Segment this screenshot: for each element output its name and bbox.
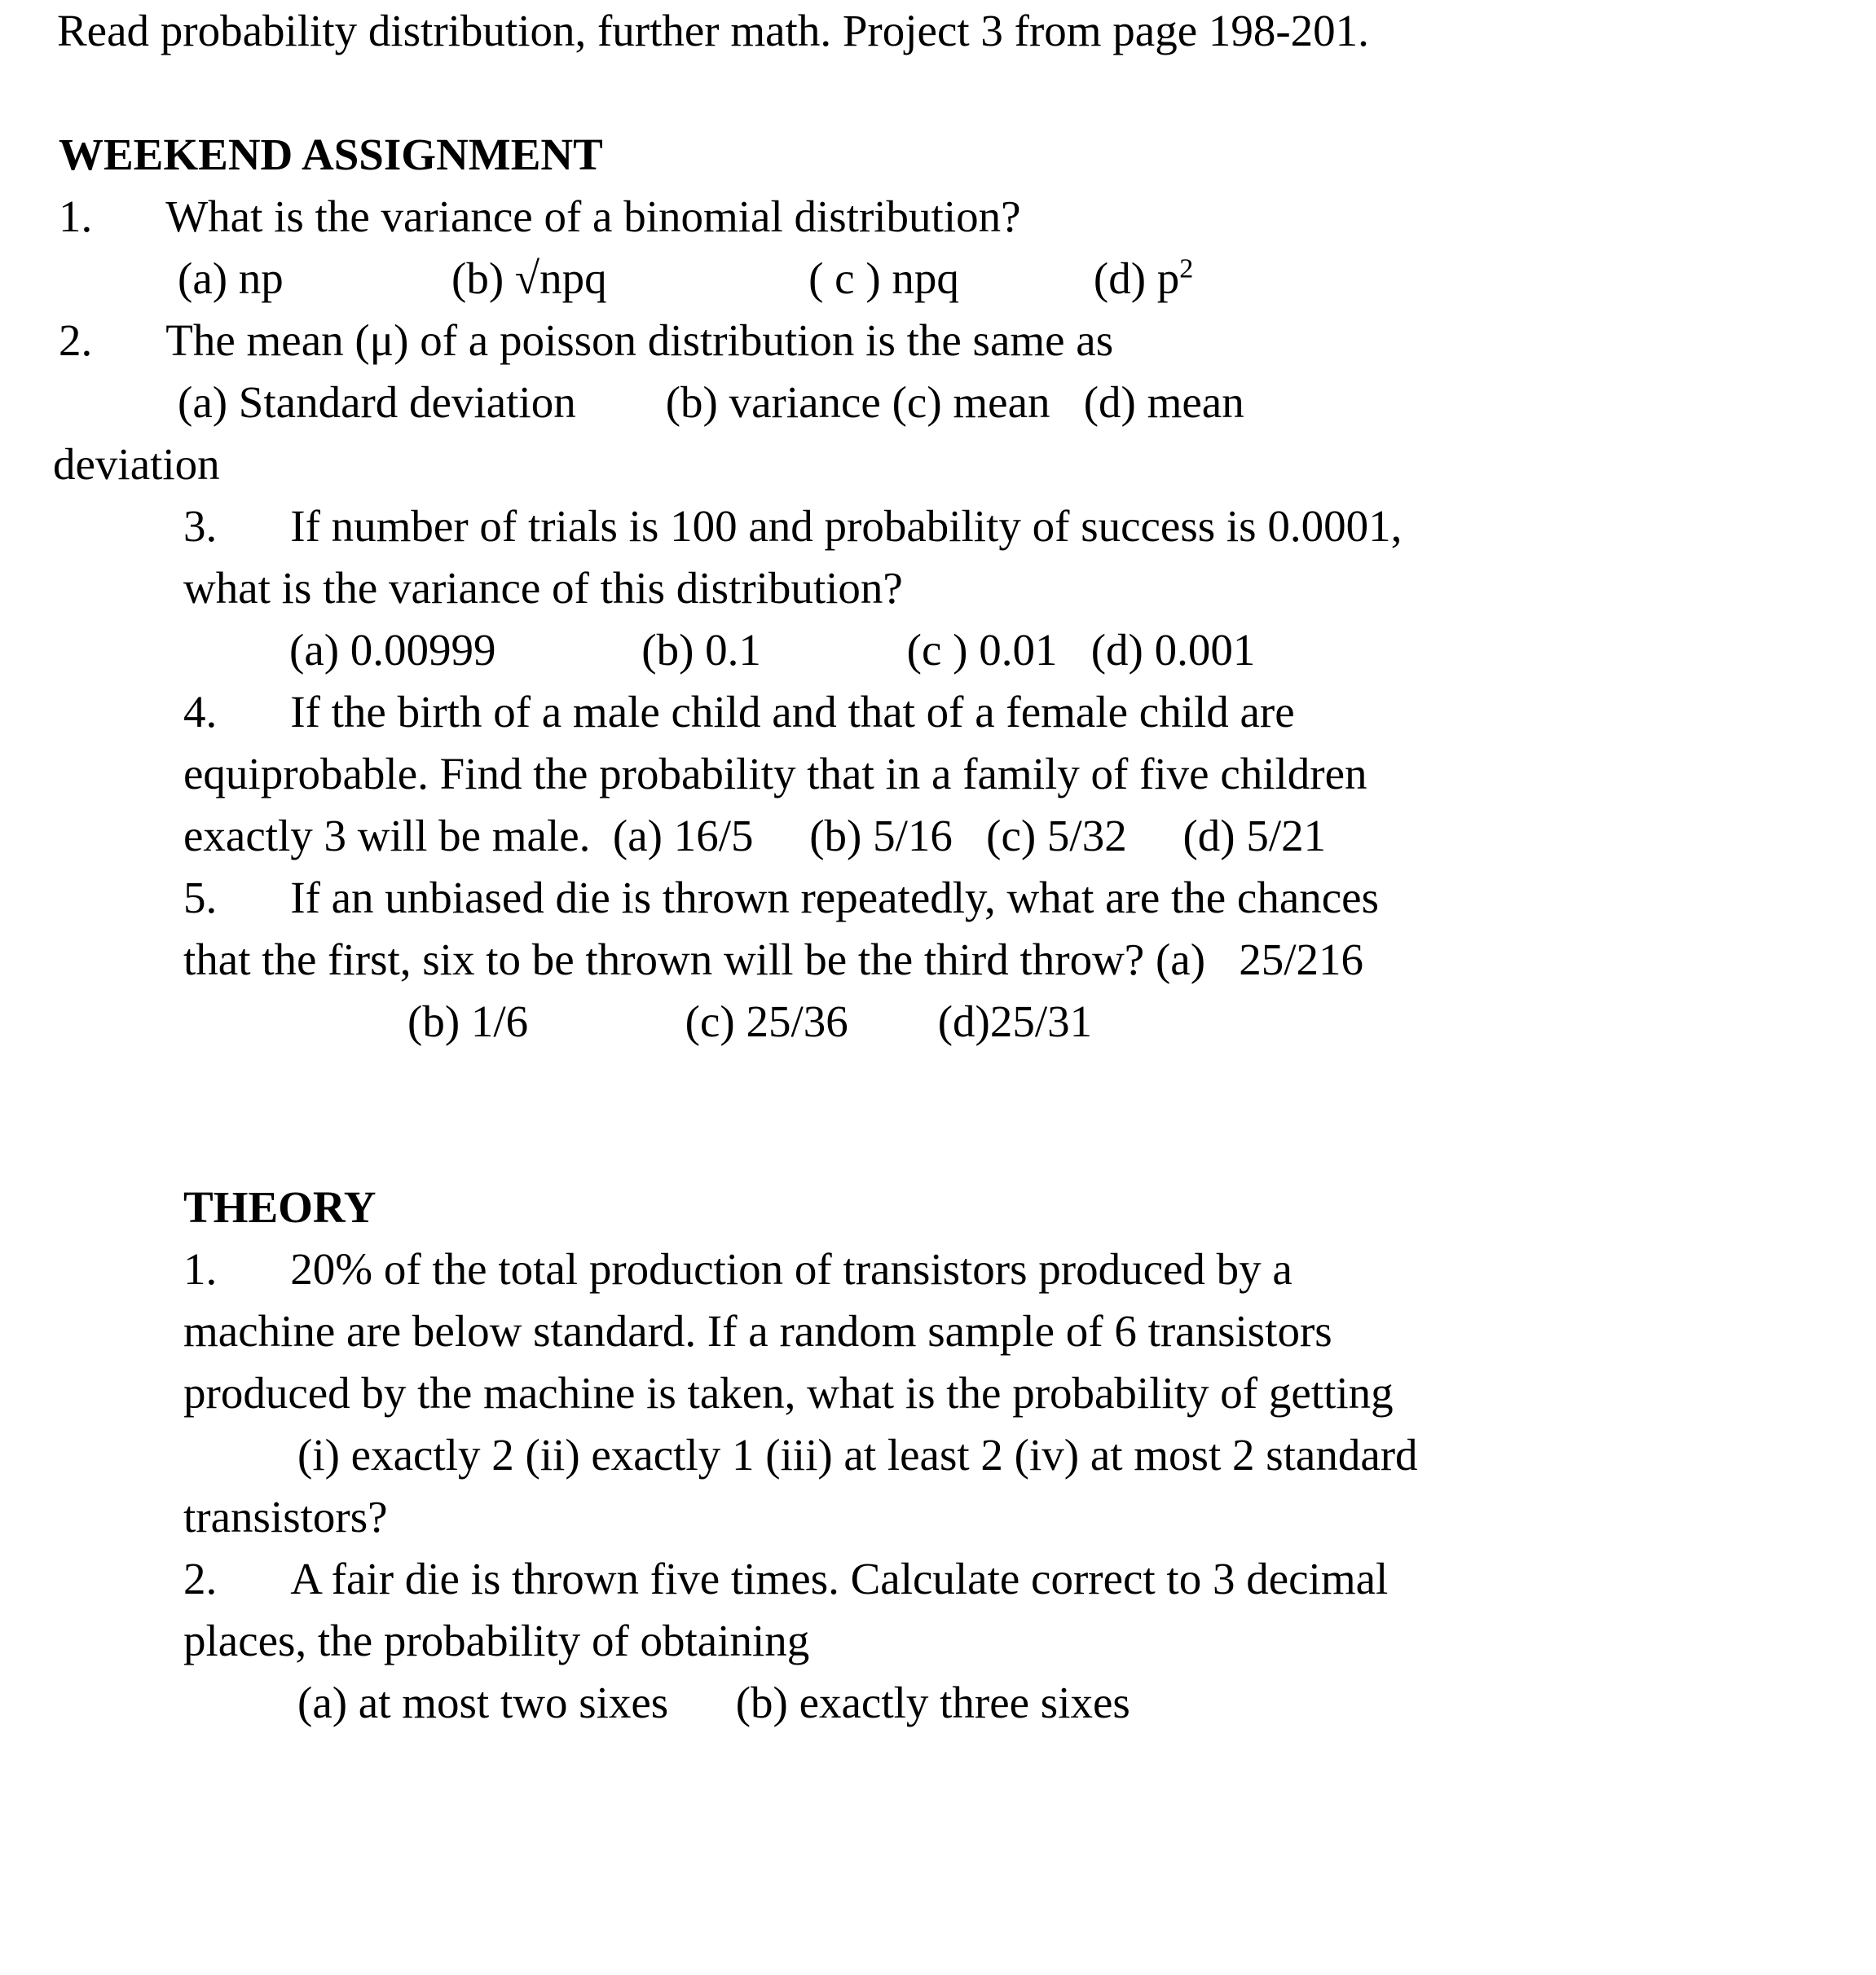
item-text: If the birth of a male child and that of a female child are — [290, 687, 1295, 737]
item-number: 5. — [183, 873, 218, 922]
item-text: 20% of the total production of transistors produced by a — [290, 1244, 1293, 1294]
item-text: A fair die is thrown five times. Calculate correct to 3 decimal — [290, 1554, 1389, 1603]
question-1-options — [0, 248, 1876, 310]
question-1-text — [0, 186, 1876, 248]
question-1-options-text: (a) np (b) √npq ( c ) npq (d) p — [178, 253, 1180, 303]
question-5-text-line2: that the first, six to be thrown will be the third throw? (a) 25/216 — [183, 935, 1364, 984]
question-3-text-line2: what is the variance of this distribution? — [183, 563, 903, 613]
question-4-text-line1 — [0, 681, 1876, 743]
item-number: 1. — [183, 1244, 218, 1294]
item-number: 4. — [183, 687, 218, 737]
item-text: If an unbiased die is thrown repeatedly, what are the chances — [290, 873, 1379, 922]
question-2-options: (a) Standard deviation (b) variance (c) mean (d) mean — [178, 377, 1244, 427]
question-5-text-line1 — [0, 867, 1876, 929]
theory-1-subparts-wrap: transistors? — [183, 1492, 388, 1542]
question-2-options-wrap: deviation — [53, 439, 220, 489]
theory-2-subparts: (a) at most two sixes (b) exactly three sixes — [297, 1678, 1130, 1727]
section-heading-weekend-assignment: WEEKEND ASSIGNMENT — [59, 130, 603, 179]
section-spacer — [0, 1053, 1876, 1177]
theory-1-text-line3: produced by the machine is taken, what is the probability of getting — [183, 1368, 1394, 1418]
item-text: If number of trials is 100 and probability of success is 0.0001, — [290, 501, 1403, 551]
question-5-options: (b) 1/6 (c) 25/36 (d)25/31 — [407, 996, 1093, 1046]
question-4-text-line3: exactly 3 will be male. (a) 16/5 (b) 5/16 (c) 5/32 (d) 5/21 — [183, 811, 1327, 860]
section-heading-theory: THEORY — [183, 1182, 377, 1232]
item-number: 3. — [183, 501, 218, 551]
theory-2-text-line1 — [0, 1548, 1876, 1610]
theory-2-text-line2: places, the probability of obtaining — [183, 1616, 810, 1665]
theory-1-text-line2: machine are below standard. If a random sample of 6 transistors — [183, 1306, 1332, 1356]
item-text: What is the variance of a binomial distribution? — [165, 191, 1021, 241]
spacer — [0, 62, 1876, 124]
question-3-options: (a) 0.00999 (b) 0.1 (c ) 0.01 (d) 0.001 — [289, 625, 1256, 675]
question-4-text-line2: equiprobable. Find the probability that in a family of five children — [183, 749, 1367, 798]
item-text: The mean (μ) of a poisson distribution is the same as — [165, 315, 1114, 365]
item-number: 2. — [59, 315, 93, 365]
exponent-two: 2 — [1179, 253, 1194, 284]
theory-1-text-line1 — [0, 1238, 1876, 1300]
theory-1-subparts: (i) exactly 2 (ii) exactly 1 (iii) at least 2 (iv) at most 2 standard — [297, 1430, 1418, 1480]
intro-line: Read probability distribution, further math. Project 3 from page 198-201. — [57, 6, 1369, 55]
item-number: 1. — [59, 191, 93, 241]
question-2-text — [0, 310, 1876, 372]
item-number: 2. — [183, 1554, 218, 1603]
question-3-text-line1 — [0, 495, 1876, 557]
